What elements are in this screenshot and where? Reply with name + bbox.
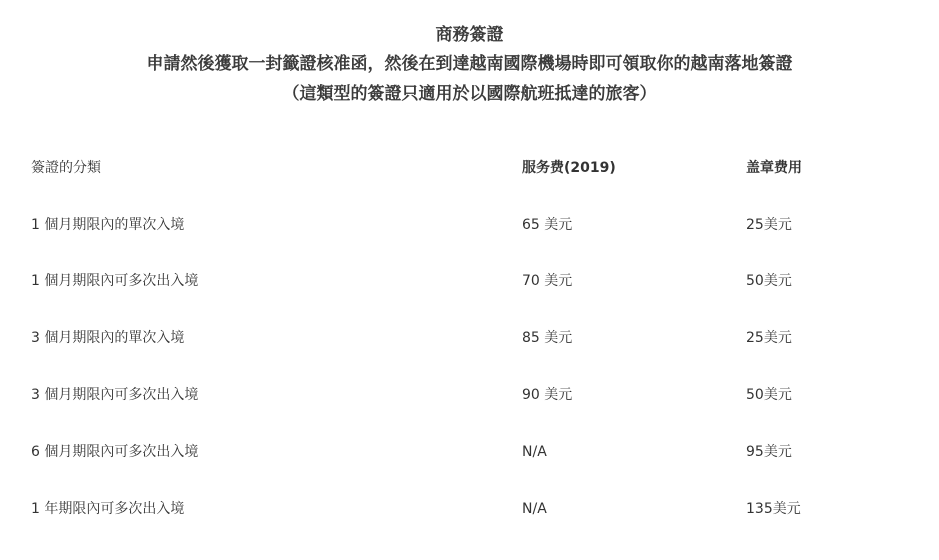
visa-category-cell: 3 個月期限內可多次出入境	[31, 387, 199, 403]
visa-category-cell: 1 年期限內可多次出入境	[31, 501, 185, 517]
header-visa-category: 簽證的分類	[31, 160, 101, 176]
table-row	[0, 326, 939, 350]
table-row	[0, 440, 939, 464]
table-row	[0, 269, 939, 293]
stamping-fee-cell: 50美元	[746, 387, 792, 403]
page-subtitle: 申請然後獲取一封籤證核准函，然後在到達越南國際機場時即可領取你的越南落地簽證	[146, 54, 793, 74]
visa-category-cell: 1 個月期限內可多次出入境	[31, 273, 199, 289]
visa-category-cell: 1 個月期限內的單次入境	[31, 217, 185, 233]
header-stamping-fee: 盖章费用	[746, 160, 802, 176]
header-service-fee: 服务费(2019)	[522, 160, 616, 176]
service-fee-cell: 90 美元	[522, 387, 573, 403]
stamping-fee-cell: 25美元	[746, 330, 792, 346]
table-row	[0, 213, 939, 237]
stamping-fee-cell: 25美元	[746, 217, 792, 233]
stamping-fee-cell: 95美元	[746, 444, 792, 460]
table-row	[0, 497, 939, 521]
service-fee-cell: 85 美元	[522, 330, 573, 346]
service-fee-cell: 70 美元	[522, 273, 573, 289]
service-fee-cell: 65 美元	[522, 217, 573, 233]
stamping-fee-cell: 50美元	[746, 273, 792, 289]
page-title: 商務簽證	[435, 25, 504, 45]
service-fee-cell: N/A	[522, 501, 547, 517]
stamping-fee-cell: 135美元	[746, 501, 801, 517]
visa-category-cell: 3 個月期限內的單次入境	[31, 330, 185, 346]
visa-category-cell: 6 個月期限內可多次出入境	[31, 444, 199, 460]
table-row	[0, 383, 939, 407]
service-fee-cell: N/A	[522, 444, 547, 460]
page-note: （這類型的簽證只適用於以國際航班抵達的旅客）	[282, 84, 657, 104]
table-header-row	[0, 156, 939, 180]
